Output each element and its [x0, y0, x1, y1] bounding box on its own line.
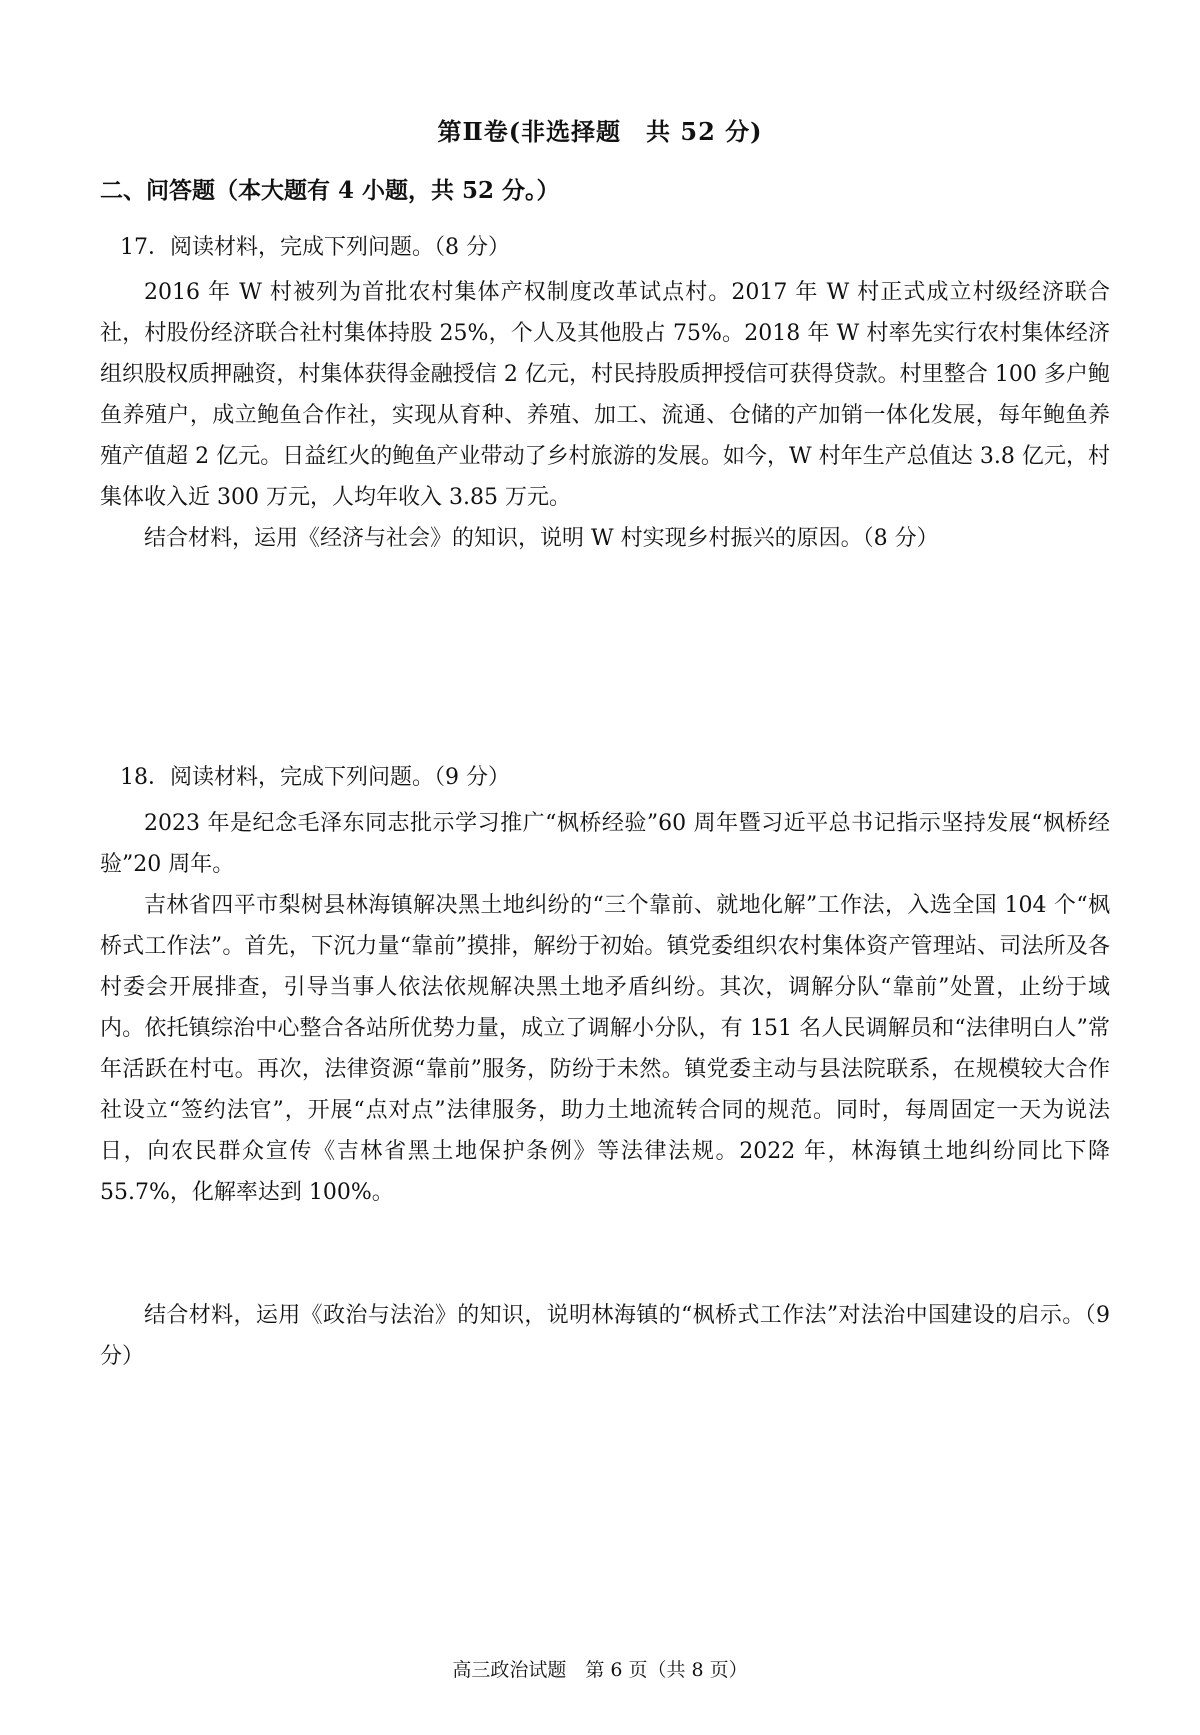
question-17-prompt: 结合材料，运用《经济与社会》的知识，说明 W 村实现乡村振兴的原因。（8 分）	[144, 526, 939, 551]
question-17-heading: 17．阅读材料，完成下列问题。（8 分）	[120, 235, 510, 260]
question-18-material: 吉林省四平市梨树县林海镇解决黑土地纠纷的“三个靠前、就地化解”工作法，入选全国 104 个“枫桥式工作法”。首先，下沉力量“靠前”摸排，解纷于初始。镇党委组织农村集体资产管理站、司法所及各村委会开展排查，引导当事人依法依规解决黑土地矛盾纠纷。其次，调解分队“靠前”处置，止纷于域内。依托镇综治中心整合各站所优势力量，成立了调解小分队，有 151 名人民调解员和“法律明白人”常年活跃在村屯。再次，法律资源“靠前”服务，防纷于未然。镇党委主动与县法院联系，在规模较大合作社设立“签约法官”，开展“点对点”法律服务，助力土地流转合同的规范。同时，每周固定一天为说法日，向农民群众宣传《吉林省黑土地保护条例》等法律法规。2022 年，林海镇土地纠纷同比下降 55.7%，化解率达到 100%。	[100, 893, 1110, 1205]
question-18-heading: 18．阅读材料，完成下列问题。（9 分）	[120, 765, 510, 790]
question-18-prompt: 结合材料，运用《政治与法治》的知识，说明林海镇的“枫桥式工作法”对法治中国建设的启示。（9 分）	[100, 1303, 1110, 1369]
section-title: 第Ⅱ卷(非选择题 共 52 分)	[437, 117, 763, 146]
page-footer: 高三政治试题 第 6 页（共 8 页）	[452, 1659, 748, 1681]
part-heading: 二、问答题（本大题有 4 小题，共 52 分。）	[100, 177, 560, 204]
question-18-intro: 2023 年是纪念毛泽东同志批示学习推广“枫桥经验”60 周年暨习近平总书记指示坚持发展“枫桥经验”20 周年。	[100, 811, 1110, 877]
question-17-material: 2016 年 W 村被列为首批农村集体产权制度改革试点村。2017 年 W 村正式成立村级经济联合社，村股份经济联合社村集体持股 25%，个人及其他股占 75%。2018 年 W 村率先实行农村集体经济组织股权质押融资，村集体获得金融授信 2 亿元，村民持股质押授信可获得贷款。村里整合 100 多户鲍鱼养殖户，成立鲍鱼合作社，实现从育种、养殖、加工、流通、仓储的产加销一体化发展，每年鲍鱼养殖产值超 2 亿元。日益红火的鲍鱼产业带动了乡村旅游的发展。如今，W 村年生产总值达 3.8 亿元，村集体收入近 300 万元，人均年收入 3.85 万元。	[100, 280, 1110, 510]
